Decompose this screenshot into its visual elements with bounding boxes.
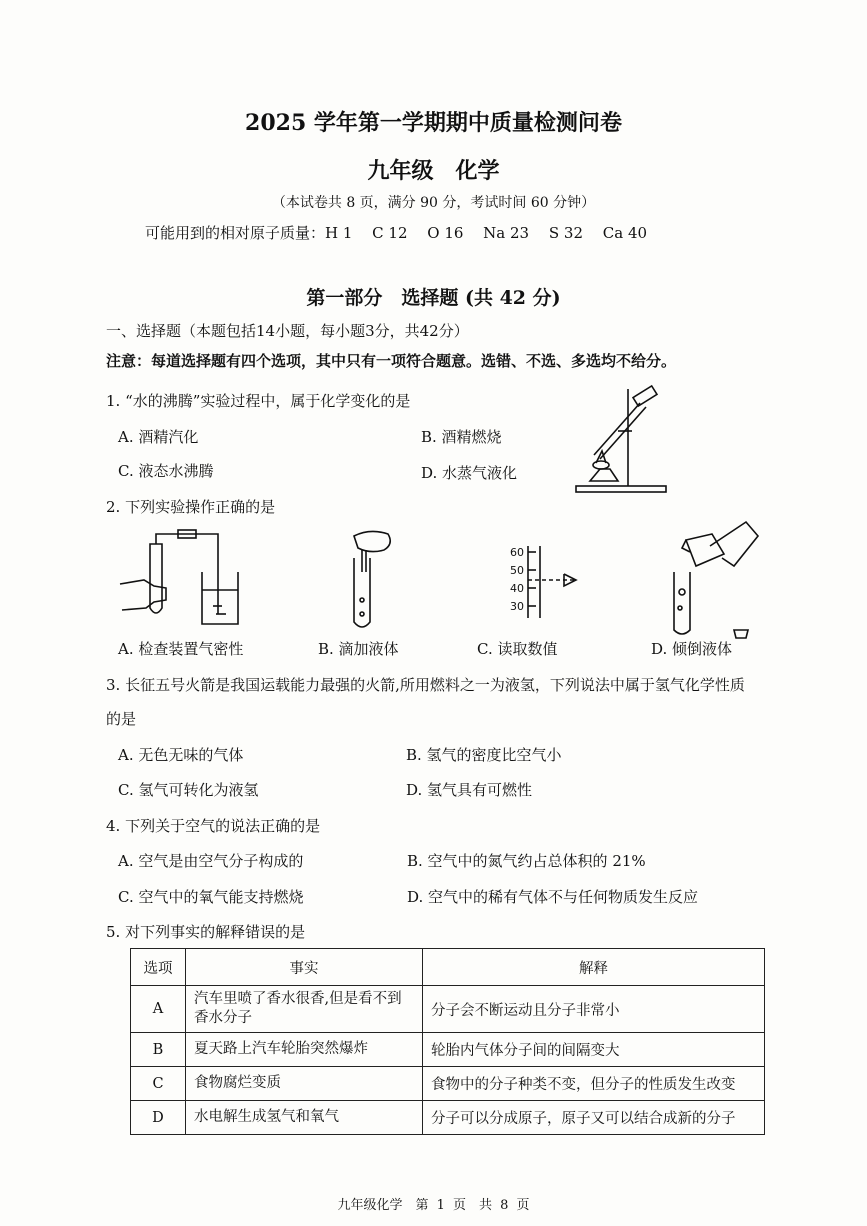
q3-option-b: B. 氢气的密度比空气小 — [406, 746, 562, 764]
table-row — [131, 986, 765, 1033]
table-header-explanation: 解释 — [423, 949, 765, 986]
page-footer: 九年级化学 第 1 页 共 8 页 — [337, 1198, 530, 1213]
table-cell-option: A — [131, 986, 186, 1033]
table-cell-option: C — [131, 1067, 186, 1101]
q5-table — [130, 948, 765, 1135]
exam-subtitle: 九年级 化学 — [367, 158, 500, 184]
q1-stem: 1. “水的沸腾”实验过程中，属于化学变化的是 — [106, 392, 411, 410]
q2-option-b: B. 滴加液体 — [318, 640, 399, 658]
cylinder-tick-30: 30 — [510, 600, 524, 613]
table-row — [131, 1101, 765, 1135]
atomic-masses: 可能用到的相对原子质量：H 1 C 12 O 16 Na 23 S 32 Ca 40 — [145, 224, 648, 242]
table-cell-fact: 水电解生成氢气和氧气 — [186, 1101, 423, 1135]
q2-option-d: D. 倾倒液体 — [651, 640, 733, 658]
q5-stem: 5. 对下列事实的解释错误的是 — [106, 923, 306, 941]
q4-option-b: B. 空气中的氮气约占总体积的 21% — [407, 852, 646, 870]
q4-option-d: D. 空气中的稀有气体不与任何物质发生反应 — [407, 888, 699, 906]
q4-option-c: C. 空气中的氧气能支持燃烧 — [118, 888, 304, 906]
table-cell-fact: 汽车里喷了香水很香,但是看不到香水分子 — [186, 986, 423, 1033]
q1-apparatus-figure — [570, 385, 670, 497]
q3-option-d: D. 氢气具有可燃性 — [406, 781, 533, 799]
exam-title: 2025 学年第一学期期中质量检测问卷 — [245, 110, 622, 136]
q4-option-a: A. 空气是由空气分子构成的 — [118, 852, 304, 870]
table-cell-option: B — [131, 1033, 186, 1067]
table-row — [131, 1033, 765, 1067]
exam-note: （本试卷共 8 页，满分 90 分，考试时间 60 分钟） — [271, 195, 596, 211]
q3-option-c: C. 氢气可转化为液氢 — [118, 781, 259, 799]
q2-airtightness-figure — [118, 528, 248, 638]
q2-cylinder-figure — [500, 542, 590, 618]
section-notice: 注意：每道选择题有四个选项，其中只有一项符合题意。选错、不选、多选均不给分。 — [106, 352, 677, 370]
table-cell-explanation: 轮胎内气体分子间的间隔变大 — [423, 1033, 765, 1067]
table-header-fact: 事实 — [186, 949, 423, 986]
q3-stem-cont: 的是 — [106, 710, 137, 728]
cylinder-tick-60: 60 — [510, 546, 524, 559]
table-row — [131, 1067, 765, 1101]
section-instruction: 一、选择题（本题包括14小题，每小题3分，共42分） — [106, 322, 469, 340]
section-title: 第一部分 选择题 (共 42 分) — [306, 287, 561, 309]
table-cell-explanation: 分子可以分成原子，原子又可以结合成新的分子 — [423, 1101, 765, 1135]
q3-option-a: A. 无色无味的气体 — [118, 746, 244, 764]
cylinder-tick-50: 50 — [510, 564, 524, 577]
table-header-option: 选项 — [131, 949, 186, 986]
q1-option-d: D. 水蒸气液化 — [421, 464, 518, 482]
q2-option-a: A. 检查装置气密性 — [118, 640, 244, 658]
q1-option-c: C. 液态水沸腾 — [118, 462, 214, 480]
q2-dropper-figure — [340, 528, 410, 638]
table-cell-explanation: 食物中的分子种类不变，但分子的性质发生改变 — [423, 1067, 765, 1101]
table-cell-fact: 夏天路上汽车轮胎突然爆炸 — [186, 1033, 423, 1067]
table-cell-option: D — [131, 1101, 186, 1135]
q4-stem: 4. 下列关于空气的说法正确的是 — [106, 817, 321, 835]
q1-option-a: A. 酒精汽化 — [118, 428, 199, 446]
q2-stem: 2. 下列实验操作正确的是 — [106, 498, 276, 516]
table-cell-explanation: 分子会不断运动且分子非常小 — [423, 986, 765, 1033]
cylinder-tick-40: 40 — [510, 582, 524, 595]
q2-pouring-figure — [650, 518, 760, 642]
table-cell-fact: 食物腐烂变质 — [186, 1067, 423, 1101]
table-header-row — [131, 949, 765, 986]
q1-option-b: B. 酒精燃烧 — [421, 428, 502, 446]
q3-stem: 3. 长征五号火箭是我国运载能力最强的火箭,所用燃料之一为液氢，下列说法中属于氢气化学性质 — [106, 676, 745, 694]
q2-option-c: C. 读取数值 — [477, 640, 558, 658]
